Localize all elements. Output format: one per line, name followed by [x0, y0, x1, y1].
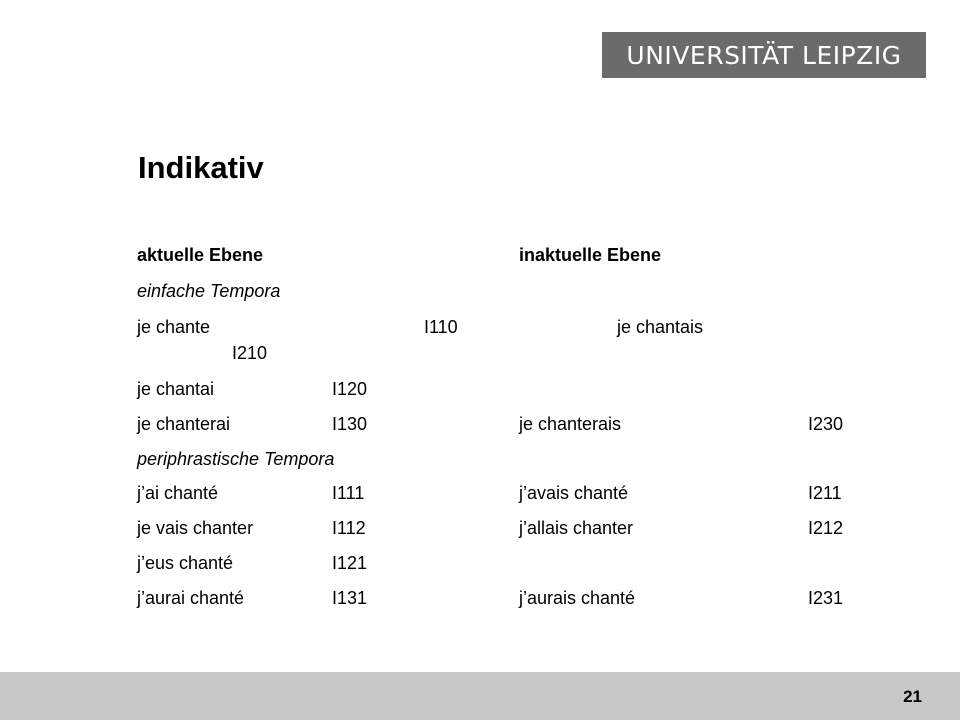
university-logo: UNIVERSITÄT LEIPZIG — [602, 32, 926, 78]
tense-code: I111 — [332, 483, 365, 503]
tense-code: I131 — [332, 588, 368, 608]
tense-code: I112 — [332, 518, 366, 538]
verb-form: j’ai chanté — [137, 483, 219, 503]
header-inactive-level: inaktuelle Ebene — [519, 245, 662, 265]
table-row — [0, 413, 960, 443]
table-row — [0, 316, 960, 368]
tense-code: I121 — [332, 553, 368, 573]
header-current-level: aktuelle Ebene — [137, 245, 264, 265]
tense-code: I120 — [332, 379, 368, 399]
footer-bar — [0, 672, 960, 720]
tense-code: I110 — [424, 317, 458, 337]
section-heading-periphrastic — [0, 448, 960, 478]
verb-form-inactive: j’aurais chanté — [519, 588, 636, 608]
verb-form: j’eus chanté — [137, 553, 234, 573]
verb-form-inactive: j’allais chanter — [519, 518, 634, 538]
header-row — [0, 244, 960, 274]
tense-code-inactive: I211 — [808, 483, 842, 503]
section-label: periphrastische Tempora — [137, 449, 335, 469]
verb-form-inactive: j’avais chanté — [519, 483, 629, 503]
verb-form: je chante — [137, 317, 211, 337]
page-number: 21 — [903, 687, 922, 706]
section-label: einfache Tempora — [137, 281, 281, 301]
slide-title: Indikativ — [138, 150, 264, 185]
table-row — [0, 482, 960, 512]
verb-form: je vais chanter — [137, 518, 254, 538]
tense-code-inactive: I210 — [232, 343, 268, 363]
table-row — [0, 587, 960, 617]
tense-code: I130 — [332, 414, 368, 434]
section-heading-simple — [0, 280, 960, 310]
verb-form: je chantai — [137, 379, 215, 399]
verb-form-inactive: je chanterais — [519, 414, 622, 434]
tense-code-inactive: I212 — [808, 518, 844, 538]
table-row — [0, 378, 960, 408]
table-row — [0, 552, 960, 582]
tense-code-inactive: I230 — [808, 414, 844, 434]
verb-form: je chanterai — [137, 414, 231, 434]
verb-form: j’aurai chanté — [137, 588, 245, 608]
tense-code-inactive: I231 — [808, 588, 844, 608]
table-row — [0, 517, 960, 547]
verb-form-inactive: je chantais — [617, 317, 704, 337]
